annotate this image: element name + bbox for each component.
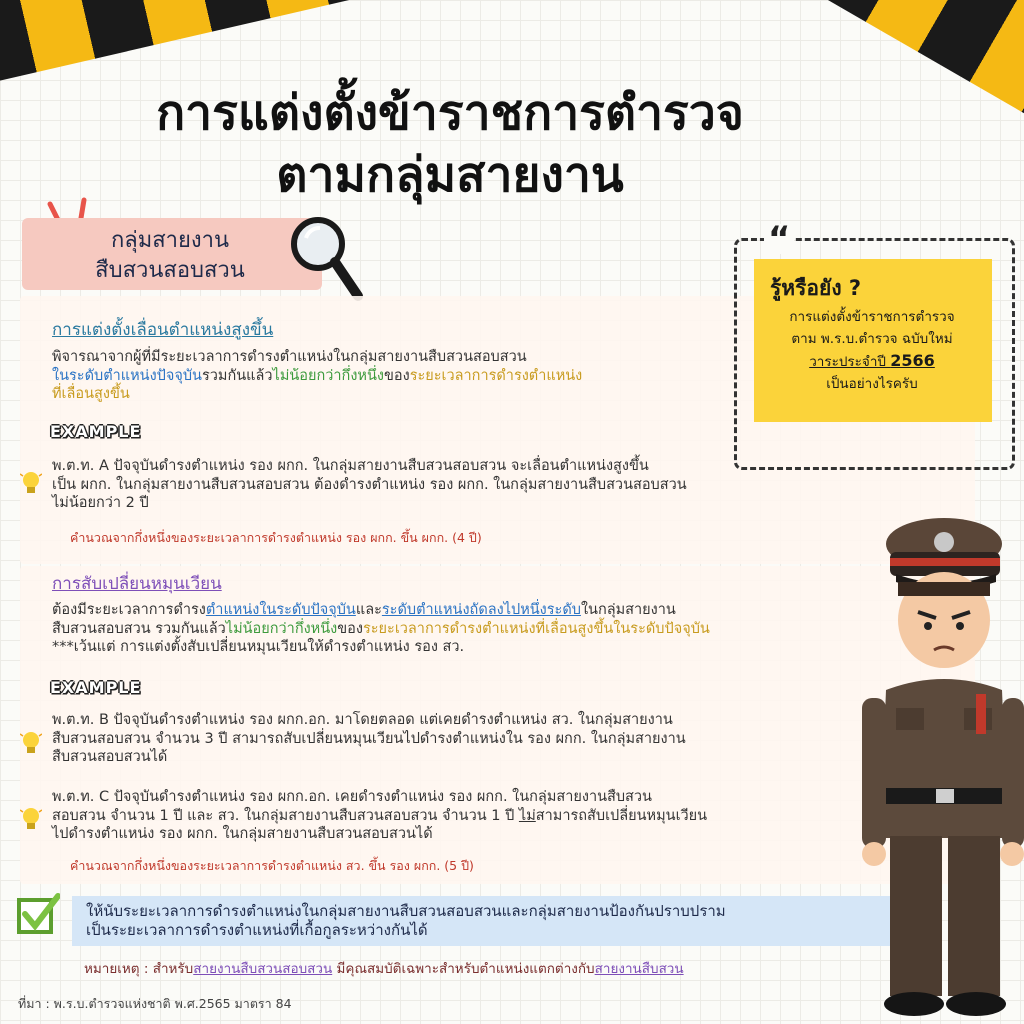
category-badge-label: กลุ่มสายงาน สืบสวนสอบสวน bbox=[95, 228, 245, 283]
page-title: การแต่งตั้งข้าราชการตำรวจ ตามกลุ่มสายงาน bbox=[156, 85, 744, 203]
hazard-stripes-top-left bbox=[0, 0, 524, 86]
quote-icon: “ bbox=[764, 224, 794, 254]
lightbulb-icon bbox=[20, 730, 42, 758]
calculation-note-c: คำนวณจากกึ่งหนึ่งของระยะเวลาการดำรงตำแหน่ง สว. ขึ้น รอง ผกก. (5 ปี) bbox=[70, 858, 474, 873]
example-text-b: พ.ต.ท. B ปัจจุบันดำรงตำแหน่ง รอง ผกก.อก. มาโดยตลอด แต่เคยดำรงตำแหน่ง สว. ในกลุ่มสายงาน สืบสวนสอบสวน จำนวน 3 ปี สามารถสับเปลี่ยนหมุนเวียนไปดำรงตำแหน่งใน รอง ผกก. ในกลุ่มสายงาน สืบสวนสอบสวนได้ bbox=[52, 712, 686, 765]
callout-title: รู้หรือยัง ? bbox=[770, 276, 862, 300]
calculation-note-a: คำนวณจากกึ่งหนึ่งของระยะเวลาการดำรงตำแหน่ง รอง ผกก. ขึ้น ผกก. (4 ปี) bbox=[70, 530, 482, 545]
summary-text: ให้นับระยะเวลาการดำรงตำแหน่งในกลุ่มสายงานสืบสวนสอบสวนและกลุ่มสายงานป้องกันปราบปราม เป็นระยะเวลาการดำรงตำแหน่งที่เกื้อกูลระหว่างกันได้ bbox=[86, 902, 726, 939]
check-icon bbox=[16, 892, 60, 938]
source-citation: ที่มา : พ.ร.บ.ตำรวจแห่งชาติ พ.ศ.2565 มาตรา 84 bbox=[18, 996, 292, 1011]
police-officer-illustration bbox=[856, 508, 1024, 1020]
magnifier-icon bbox=[288, 212, 368, 306]
section-heading-promotion: การแต่งตั้งเลื่อนตำแหน่งสูงขึ้น bbox=[52, 320, 274, 340]
example-text-a: พ.ต.ท. A ปัจจุบันดำรงตำแหน่ง รอง ผกก. ในกลุ่มสายงานสืบสวนสอบสวน จะเลื่อนตำแหน่งสูงขึ้น เป็น ผกก. ในกลุ่มสายงานสืบสวนสอบสวน ต้องดำรงตำแหน่ง รอง ผกก. ในกลุ่มสายงานสืบสวนสอบสวน ไม่น้อยกว่า 2 ปี bbox=[52, 458, 687, 511]
section-heading-rotation: การสับเปลี่ยนหมุนเวียน bbox=[52, 574, 222, 594]
example-text-c: พ.ต.ท. C ปัจจุบันดำรงตำแหน่ง รอง ผกก.อก. เคยดำรงตำแหน่ง รอง ผกก. ในกลุ่มสายงานสืบสวน สอบสวน จำนวน 1 ปี และ สว. ในกลุ่มสายงานสืบสวนสอบสวน จำนวน 1 ปี ไม่สามารถสับเปลี่ยนหมุนเวียน ไปดำรงตำแหน่ง รอง ผกก. ในกลุ่มสายงานสืบสวนสอบสวนได้ bbox=[52, 789, 708, 842]
section-body-promotion: พิจารณาจากผู้ที่มีระยะเวลาการดำรงตำแหน่งในกลุ่มสายงานสืบสวนสอบสวน ในระดับตำแหน่งปัจจุบันรวมกันแล้วไม่น้อยกว่ากึ่งหนึ่งของระยะเวลาการดำรงตำแหน่ง ที่เลื่อนสูงขึ้น bbox=[52, 349, 583, 402]
example-label: EXAMPLE bbox=[50, 422, 142, 441]
callout-body: การแต่งตั้งข้าราชการตำรวจ ตาม พ.ร.บ.ตำรวจ ฉบับใหม่ วาระประจำปี 2566 เป็นอย่างไรครับ bbox=[789, 309, 955, 392]
lightbulb-icon bbox=[20, 470, 42, 498]
example-label: EXAMPLE bbox=[50, 678, 142, 697]
lightbulb-icon bbox=[20, 806, 42, 834]
section-body-rotation: ต้องมีระยะเวลาการดำรงตำแหน่งในระดับปัจจุบันและระดับตำแหน่งถัดลงไปหนึ่งระดับในกลุ่มสายงาน สืบสวนสอบสวน รวมกันแล้วไม่น้อยกว่ากึ่งหนึ่งของระยะเวลาการดำรงตำแหน่งที่เลื่อนสูงขึ้นในระดับปัจจุบัน ***เว้นแต่ การแต่งตั้งสับเปลี่ยนหมุนเวียนให้ดำรงตำแหน่ง รอง สว. bbox=[52, 602, 710, 655]
remark-note: หมายเหตุ : สำหรับสายงานสืบสวนสอบสวน มีคุณสมบัติเฉพาะสำหรับตำแหน่งแตกต่างกับสายงานสืบสวน bbox=[84, 961, 684, 977]
